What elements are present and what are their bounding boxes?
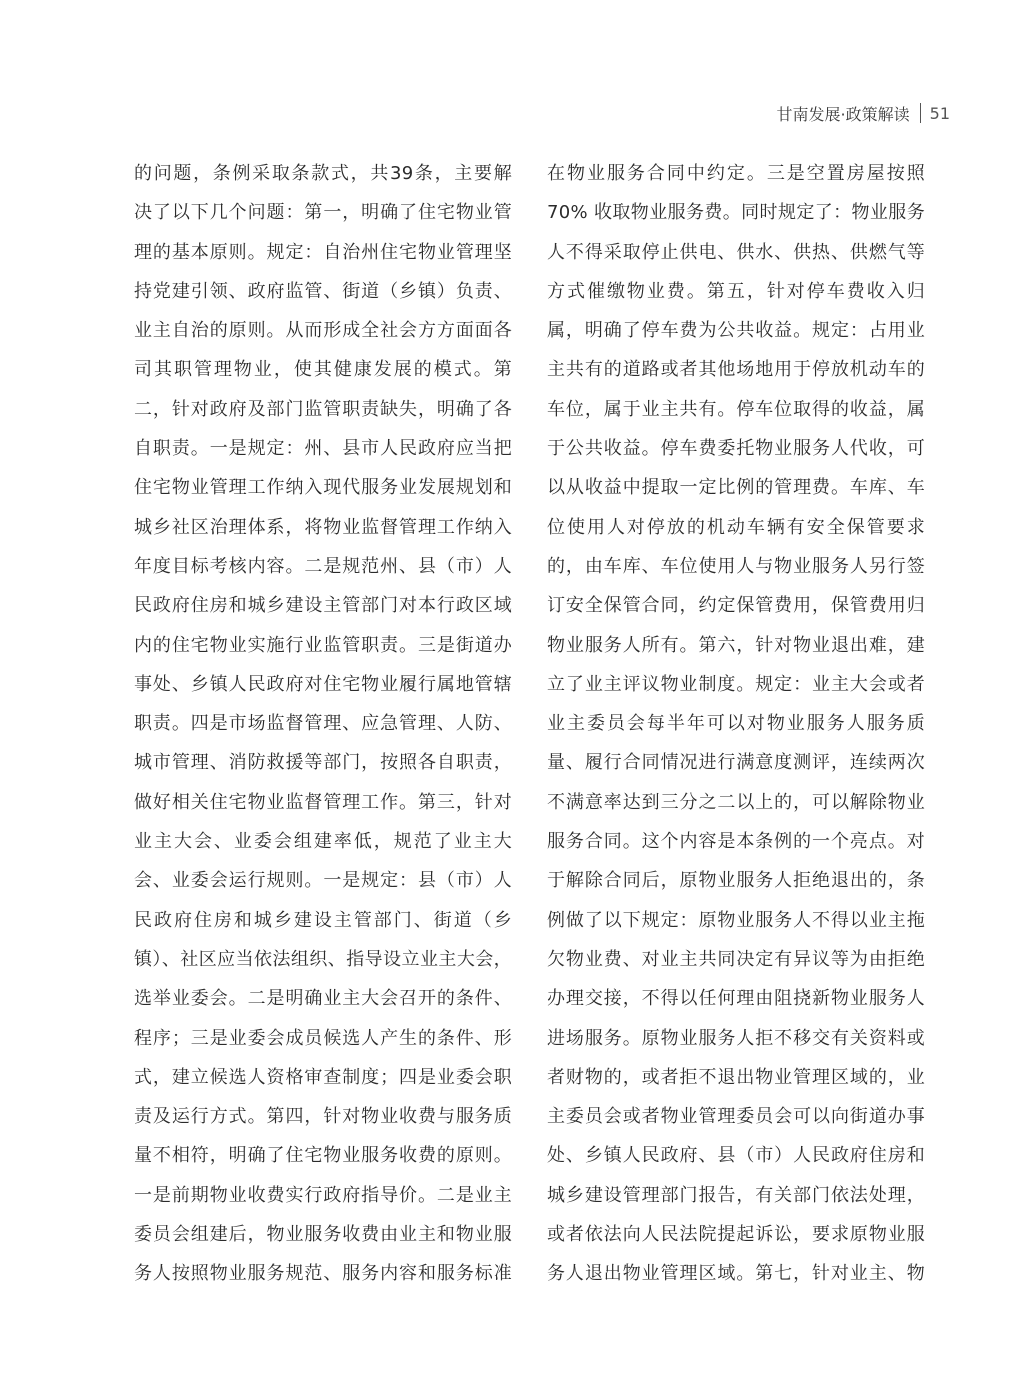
text-line: 的问题，条例采取条款式，共39条，主要解 xyxy=(134,163,512,184)
text-line: 自职责。一是规定：州、县市人民政府应当把 xyxy=(134,438,512,460)
text-line: 立了业主评议物业制度。规定：业主大会或者 xyxy=(547,673,925,695)
text-line: 主委员会或者物业管理委员会可以向街道办事 xyxy=(547,1106,925,1128)
text-line: 事处、乡镇人民政府对住宅物业履行属地管辖 xyxy=(134,673,512,695)
page-number: 51 xyxy=(929,103,950,123)
text-line: 以从收益中提取一定比例的管理费。车库、车 xyxy=(547,477,925,499)
text-line: 式，建立候选人资格审查制度；四是业委会职 xyxy=(134,1066,512,1088)
text-line: 城乡建设管理部门报告，有关部门依法处理， xyxy=(547,1184,925,1206)
text-line: 年度目标考核内容。二是规范州、县（市）人 xyxy=(134,555,512,577)
text-line: 的，由车库、车位使用人与物业服务人另行签 xyxy=(547,555,925,577)
header-divider xyxy=(920,103,921,123)
text-line: 务人按照物业服务规范、服务内容和服务标准 xyxy=(134,1263,512,1285)
text-line: 或者依法向人民法院提起诉讼，要求原物业服 xyxy=(547,1224,925,1246)
text-line: 处、乡镇人民政府、县（市）人民政府住房和 xyxy=(547,1145,925,1167)
text-line: 住宅物业管理工作纳入现代服务业发展规划和 xyxy=(134,477,512,499)
text-line: 不满意率达到三分之二以上的，可以解除物业 xyxy=(547,791,925,813)
text-line: 位使用人对停放的机动车辆有安全保管要求 xyxy=(547,516,925,538)
text-line: 职责。四是市场监督管理、应急管理、人防、 xyxy=(134,713,512,735)
text-line: 会、业委会运行规则。一是规定：县（市）人 xyxy=(134,870,512,892)
text-line: 服务合同。这个内容是本条例的一个亮点。对 xyxy=(547,831,925,853)
text-line: 属，明确了停车费为公共收益。规定：占用业 xyxy=(547,320,925,342)
text-line: 方式催缴物业费。第五，针对停车费收入归 xyxy=(547,280,925,302)
running-head-title: 甘南发展·政策解读 xyxy=(776,104,910,124)
text-line: 进场服务。原物业服务人拒不移交有关资料或 xyxy=(547,1027,925,1049)
text-line: 主共有的道路或者其他场地用于停放机动车的 xyxy=(547,359,925,381)
text-line: 欠物业费、对业主共同决定有异议等为由拒绝 xyxy=(547,948,925,970)
text-line: 者财物的，或者拒不退出物业管理区域的，业 xyxy=(547,1066,925,1088)
text-line: 民政府住房和城乡建设主管部门、街道（乡 xyxy=(134,909,512,931)
text-line: 物业服务人所有。第六，针对物业退出难，建 xyxy=(547,634,925,656)
text-line: 在物业服务合同中约定。三是空置房屋按照 xyxy=(547,163,925,184)
text-line: 业主自治的原则。从而形成全社会方方面面各 xyxy=(134,320,512,342)
text-line: 70% 收取物业服务费。同时规定了：物业服务 xyxy=(547,202,925,224)
text-line: 业主大会、业委会组建率低，规范了业主大 xyxy=(134,831,512,853)
page-header xyxy=(777,100,950,126)
left-text-column xyxy=(134,154,512,1294)
text-line: 二，针对政府及部门监管职责缺失，明确了各 xyxy=(134,398,512,420)
text-line: 程序；三是业委会成员候选人产生的条件、形 xyxy=(134,1027,512,1049)
text-line: 于解除合同后，原物业服务人拒绝退出的，条 xyxy=(547,870,925,892)
text-line: 选举业委会。二是明确业主大会召开的条件、 xyxy=(134,988,512,1010)
text-line: 订安全保管合同，约定保管费用，保管费用归 xyxy=(547,595,925,617)
text-line: 例做了以下规定：原物业服务人不得以业主拖 xyxy=(547,909,925,931)
text-line: 量不相符，明确了住宅物业服务收费的原则。 xyxy=(134,1145,512,1167)
text-line: 责及运行方式。第四，针对物业收费与服务质 xyxy=(134,1106,512,1128)
text-line: 委员会组建后，物业服务收费由业主和物业服 xyxy=(134,1224,512,1246)
text-line: 民政府住房和城乡建设主管部门对本行政区域 xyxy=(134,595,512,617)
text-line: 镇）、社区应当依法组织、指导设立业主大会， xyxy=(134,948,512,970)
text-line: 持党建引领、政府监管、街道（乡镇）负责、 xyxy=(134,280,512,302)
right-text-column xyxy=(547,154,925,1294)
text-line: 城乡社区治理体系，将物业监督管理工作纳入 xyxy=(134,516,512,538)
text-line: 量、履行合同情况进行满意度测评，连续两次 xyxy=(547,752,925,774)
text-line: 理的基本原则。规定：自治州住宅物业管理坚 xyxy=(134,241,512,263)
text-line: 于公共收益。停车费委托物业服务人代收，可 xyxy=(547,438,925,460)
text-line: 业主委员会每半年可以对物业服务人服务质 xyxy=(547,713,925,735)
text-line: 务人退出物业管理区域。第七，针对业主、物 xyxy=(547,1263,925,1285)
text-line: 一是前期物业收费实行政府指导价。二是业主 xyxy=(134,1184,512,1206)
text-line: 内的住宅物业实施行业监管职责。三是街道办 xyxy=(134,634,512,656)
text-line: 车位，属于业主共有。停车位取得的收益，属 xyxy=(547,398,925,420)
text-line: 办理交接，不得以任何理由阻挠新物业服务人 xyxy=(547,988,925,1010)
text-line: 人不得采取停止供电、供水、供热、供燃气等 xyxy=(547,241,925,263)
text-line: 决了以下几个问题：第一，明确了住宅物业管 xyxy=(134,202,512,224)
text-line: 司其职管理物业，使其健康发展的模式。第 xyxy=(134,359,512,381)
text-line: 做好相关住宅物业监督管理工作。第三，针对 xyxy=(134,791,512,813)
text-line: 城市管理、消防救援等部门，按照各自职责， xyxy=(134,752,512,774)
